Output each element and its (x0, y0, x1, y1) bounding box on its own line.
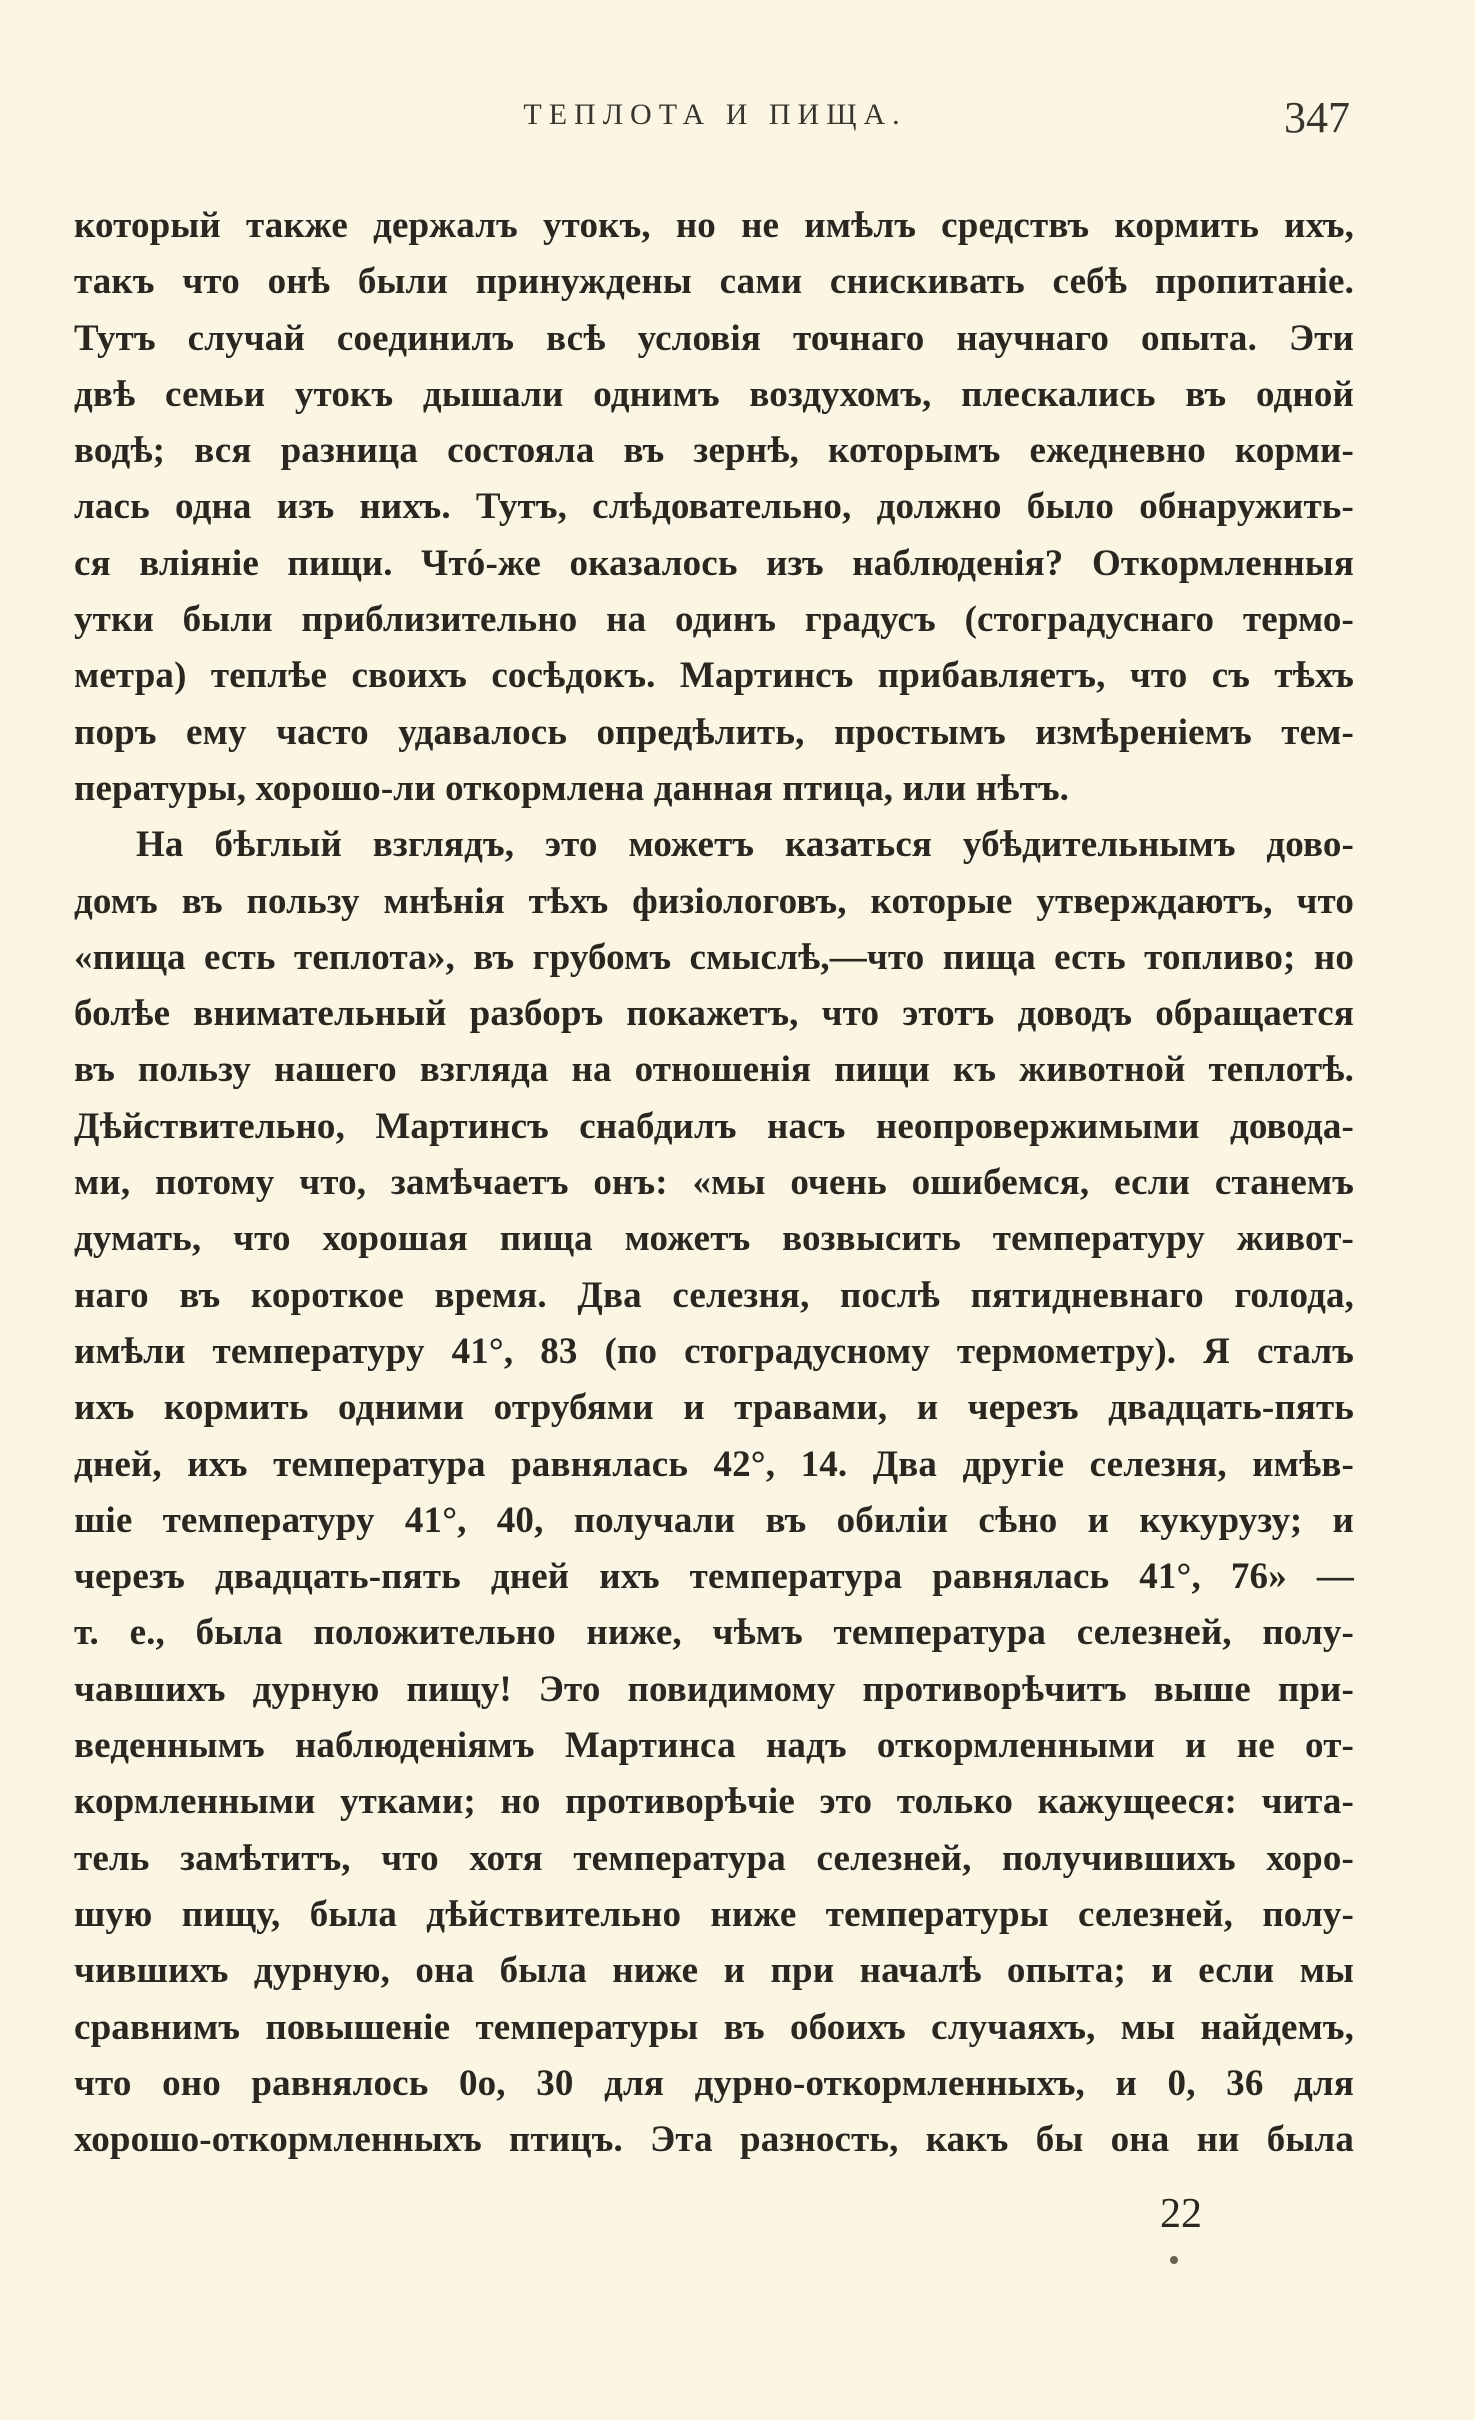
text-line: водѣ; вся разница состояла въ зернѣ, которымъ ежедневно корми- (74, 430, 1354, 472)
running-header (70, 92, 1360, 152)
text-line: думать, что хорошая пища можетъ возвысить температуру живот- (74, 1218, 1354, 1260)
text-line: такъ что онѣ были принуждены сами снискивать себѣ пропитаніе. (74, 261, 1354, 303)
text-line: двѣ семьи утокъ дышали однимъ воздухомъ, плескались въ одной (74, 373, 1354, 415)
signature-dot (1170, 2256, 1178, 2264)
body-text (74, 198, 1354, 2168)
text-line: дней, ихъ температура равнялась 42°, 14. Два другіе селезня, имѣв- (74, 1443, 1354, 1485)
text-line: ся вліяніе пищи. Чтó-же оказалось изъ наблюденія? Откормленныя (74, 542, 1354, 584)
printer-signature: 22 (1160, 2191, 1202, 2237)
text-line: шіе температуру 41°, 40, получали въ обиліи сѣно и кукурузу; и (74, 1499, 1354, 1541)
text-line: пературы, хорошо-ли откормлена данная птица, или нѣтъ. (74, 767, 1070, 809)
text-line: лась одна изъ нихъ. Тутъ, слѣдовательно, должно было обнаружить- (74, 486, 1354, 528)
text-line: чавшихъ дурную пищу! Это повидимому противорѣчитъ выше при- (74, 1668, 1354, 1710)
text-line: хорошо-откормленныхъ птицъ. Эта разность, какъ бы она ни была (74, 2119, 1354, 2161)
text-line: поръ ему часто удавалось опредѣлить, простымъ измѣреніемъ тем- (74, 711, 1354, 753)
text-line: Дѣйствительно, Мартинсъ снабдилъ насъ неопровержимыми довода- (74, 1105, 1354, 1147)
text-line: На бѣглый взглядъ, это можетъ казаться убѣдительнымъ дово- (136, 824, 1354, 866)
text-line: ихъ кормить одними отрубями и травами, и черезъ двадцать-пять (74, 1387, 1354, 1429)
text-line: кормленными утками; но противорѣчіе это только кажущееся: чита- (74, 1781, 1354, 1823)
text-line: т. е., была положительно ниже, чѣмъ температура селезней, полу- (74, 1612, 1354, 1654)
text-line: болѣе внимательный разборъ покажетъ, что этотъ доводъ обращается (74, 993, 1354, 1035)
text-line: наго въ короткое время. Два селезня, послѣ пятидневнаго голода, (74, 1274, 1354, 1316)
text-line: черезъ двадцать-пять дней ихъ температура равнялась 41°, 76» — (74, 1556, 1354, 1598)
text-line: метра) теплѣе своихъ сосѣдокъ. Мартинсъ прибавляетъ, что съ тѣхъ (74, 655, 1354, 697)
text-line: чившихъ дурную, она была ниже и при началѣ опыта; и если мы (74, 1950, 1354, 1992)
text-line: что оно равнялось 0о, 30 для дурно-откормленныхъ, и 0, 36 для (74, 2062, 1354, 2104)
text-line: имѣли температуру 41°, 83 (по стоградусному термометру). Я сталъ (74, 1330, 1354, 1372)
text-line: веденнымъ наблюденіямъ Мартинса надъ откормленными и не от- (74, 1725, 1354, 1767)
text-line: сравнимъ повышеніе температуры въ обоихъ случаяхъ, мы найдемъ, (74, 2006, 1354, 2048)
text-line: утки были приблизительно на одинъ градусъ (стоградуснаго термо- (74, 599, 1354, 641)
page-number: 347 (1284, 93, 1350, 142)
text-line: въ пользу нашего взгляда на отношенія пищи къ животной теплотѣ. (74, 1049, 1354, 1091)
text-line: тель замѣтитъ, что хотя температура селезней, получившихъ хоро- (74, 1837, 1354, 1879)
text-line: Тутъ случай соединилъ всѣ условія точнаго научнаго опыта. Эти (74, 317, 1354, 359)
text-line: который также держалъ утокъ, но не имѣлъ средствъ кормить ихъ, (74, 205, 1354, 246)
text-line: ми, потому что, замѣчаетъ онъ: «мы очень ошибемся, если станемъ (74, 1162, 1354, 1204)
text-line: шую пищу, была дѣйствительно ниже температуры селезней, полу- (74, 1893, 1354, 1935)
running-title: ТЕПЛОТА И ПИЩА. (523, 98, 907, 131)
text-line: домъ въ пользу мнѣнія тѣхъ физіологовъ, которые утверждаютъ, что (74, 880, 1354, 922)
text-line: «пища есть теплота», въ грубомъ смыслѣ,—что пища есть топливо; но (74, 936, 1354, 978)
